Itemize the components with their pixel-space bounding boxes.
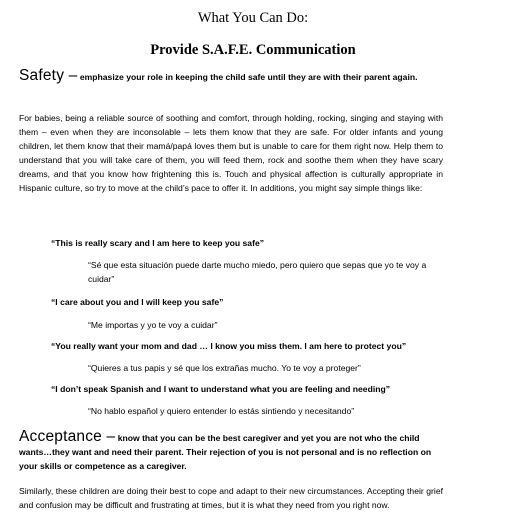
phrase-spanish-3: “Quieres a tus papis y sé que los extrañas mucho. Yo te voy a proteger”	[88, 363, 361, 373]
phrase-english-4: “I don’t speak Spanish and I want to understand what you are feeling and needing”	[51, 384, 391, 394]
page-title: What You Can Do:	[197, 10, 309, 26]
phrase-english-3: “You really want your mom and dad … I know you miss them. I am here to protect you”	[51, 341, 407, 351]
acceptance-word: Acceptance –	[19, 428, 116, 445]
acceptance-heading	[19, 430, 445, 473]
phrase-spanish-4: “No hablo español y quiero entender lo estás sintiendo y necesitando”	[88, 406, 355, 416]
phrase-spanish-2: “Me importas y yo te voy a cuidar”	[88, 320, 218, 330]
acceptance-paragraph: Similarly, these children are doing their best to cope and adapt to their new circumstances. Accepting their grief and confusion may be difficult and frustrating at times, but it is what they need from you right now.	[19, 486, 443, 510]
phrase-english-2: “I care about you and I will keep you safe”	[51, 297, 224, 307]
safety-word: Safety –	[19, 67, 78, 84]
phrase-spanish-1: “Sé que esta situación puede darte mucho miedo, pero quiero que sepas que yo te voy a cuidar”	[88, 260, 427, 284]
acceptance-lead: know that you can be the best caregiver and yet you are not who the child wants…they want and need their parent. Their rejection of you is not personal and is no reflection on your skills or competence as a caregiver.	[19, 433, 432, 471]
safety-lead: emphasize your role in keeping the child safe until they are with their parent again.	[79, 72, 418, 82]
safety-heading	[19, 69, 445, 84]
page-subtitle: Provide S.A.F.E. Communication	[150, 42, 356, 58]
safety-paragraph: For babies, being a reliable source of soothing and comfort, through holding, rocking, singing and staying with them – even when they are inconsolable – lets them know that they are safe. For older infants and young children, let them know that their mamá/papá loves them but is unable to care for them right now. Help them to understand that you will take care of them, you will feed them, rock and soothe them when they have scary dreams, and that you know how frightening this is. Touch and physical affection is culturally appropriate in Hispanic culture, so try to move at the child’s pace to offer it. In additions, you might say simple things like:	[19, 113, 443, 193]
phrase-english-1: “This is really scary and I am here to keep you safe”	[51, 238, 265, 248]
